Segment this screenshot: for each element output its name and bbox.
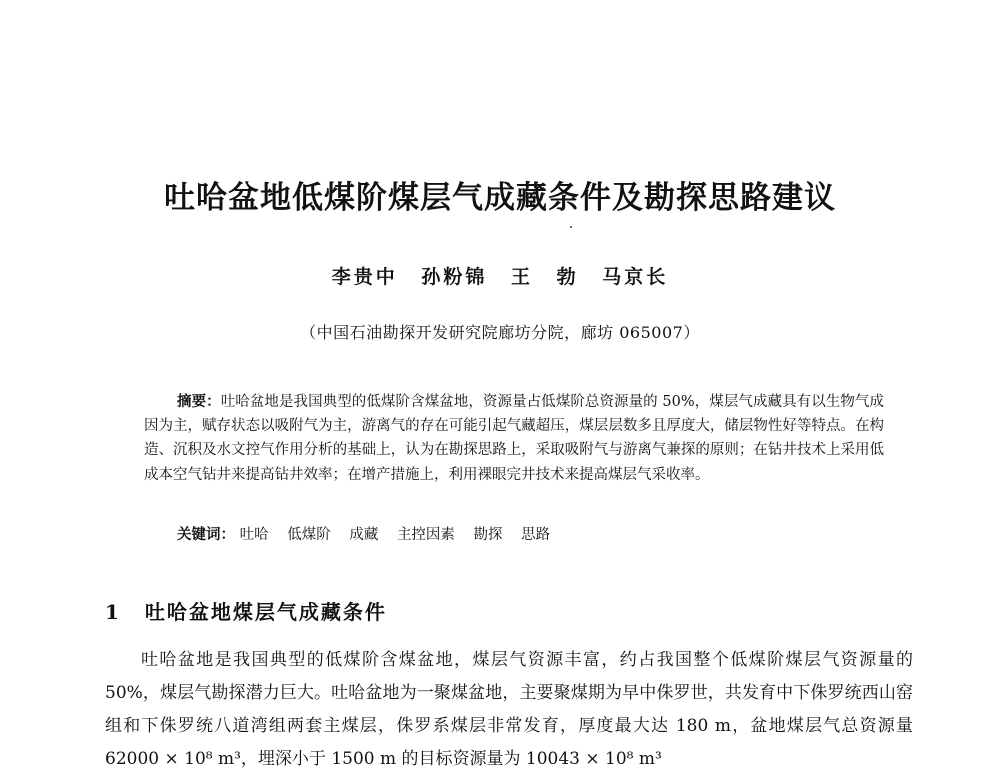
stray-mark bbox=[570, 226, 572, 228]
keyword: 吐哈 bbox=[239, 527, 269, 543]
section-title: 吐哈盆地煤层气成藏条件 bbox=[144, 600, 387, 624]
abstract-text: 吐哈盆地是我国典型的低煤阶含煤盆地，资源量占低煤阶总资源量的 50%，煤层气成藏具有以生物气成因为主，赋存状态以吸附气为主，游离气的存在可能引起气藏超压，煤层层数多且厚度大，储层物性好等特点。在构造、沉积及水文控气作用分析的基础上，认为在勘探思路上，采取吸附气与游离气兼探的原则；在钻井技术上采用低成本空气钻井来提高钻井效率；在增产措施上，利用裸眼完井技术来提高煤层气采收率。 bbox=[144, 394, 884, 483]
keywords bbox=[177, 523, 877, 547]
abstract-label: 摘要： bbox=[177, 394, 221, 410]
keyword: 思路 bbox=[521, 527, 551, 543]
keyword: 勘探 bbox=[473, 527, 503, 543]
paper-title: 吐哈盆地低煤阶煤层气成藏条件及勘探思路建议 bbox=[164, 180, 836, 216]
section-number: 1 bbox=[105, 600, 121, 624]
keyword: 主控因素 bbox=[396, 527, 455, 543]
abstract bbox=[144, 390, 884, 487]
section-heading bbox=[105, 596, 387, 625]
keyword: 成藏 bbox=[349, 527, 379, 543]
keyword: 低煤阶 bbox=[287, 527, 331, 543]
keywords-label: 关键词： bbox=[177, 527, 235, 543]
body-paragraph: 吐哈盆地是我国典型的低煤阶含煤盆地，煤层气资源丰富，约占我国整个低煤阶煤层气资源量的 50%，煤层气勘探潜力巨大。吐哈盆地为一聚煤盆地，主要聚煤期为早中侏罗世，共发育中下侏罗统西山窑组和下侏罗统八道湾组两套主煤层，侏罗系煤层非常发育，厚度最大达 180 m，盆地煤层气总资源量 62000 × 10⁸ m³，埋深小于 1500 m 的目标资源量为 10043 × 10⁸ m³ bbox=[105, 650, 913, 769]
author-list: 李贵中 孙粉锦 王 勃 马京长 bbox=[331, 266, 669, 288]
affiliation: （中国石油勘探开发研究院廊坊分院，廊坊 065007） bbox=[300, 323, 700, 342]
